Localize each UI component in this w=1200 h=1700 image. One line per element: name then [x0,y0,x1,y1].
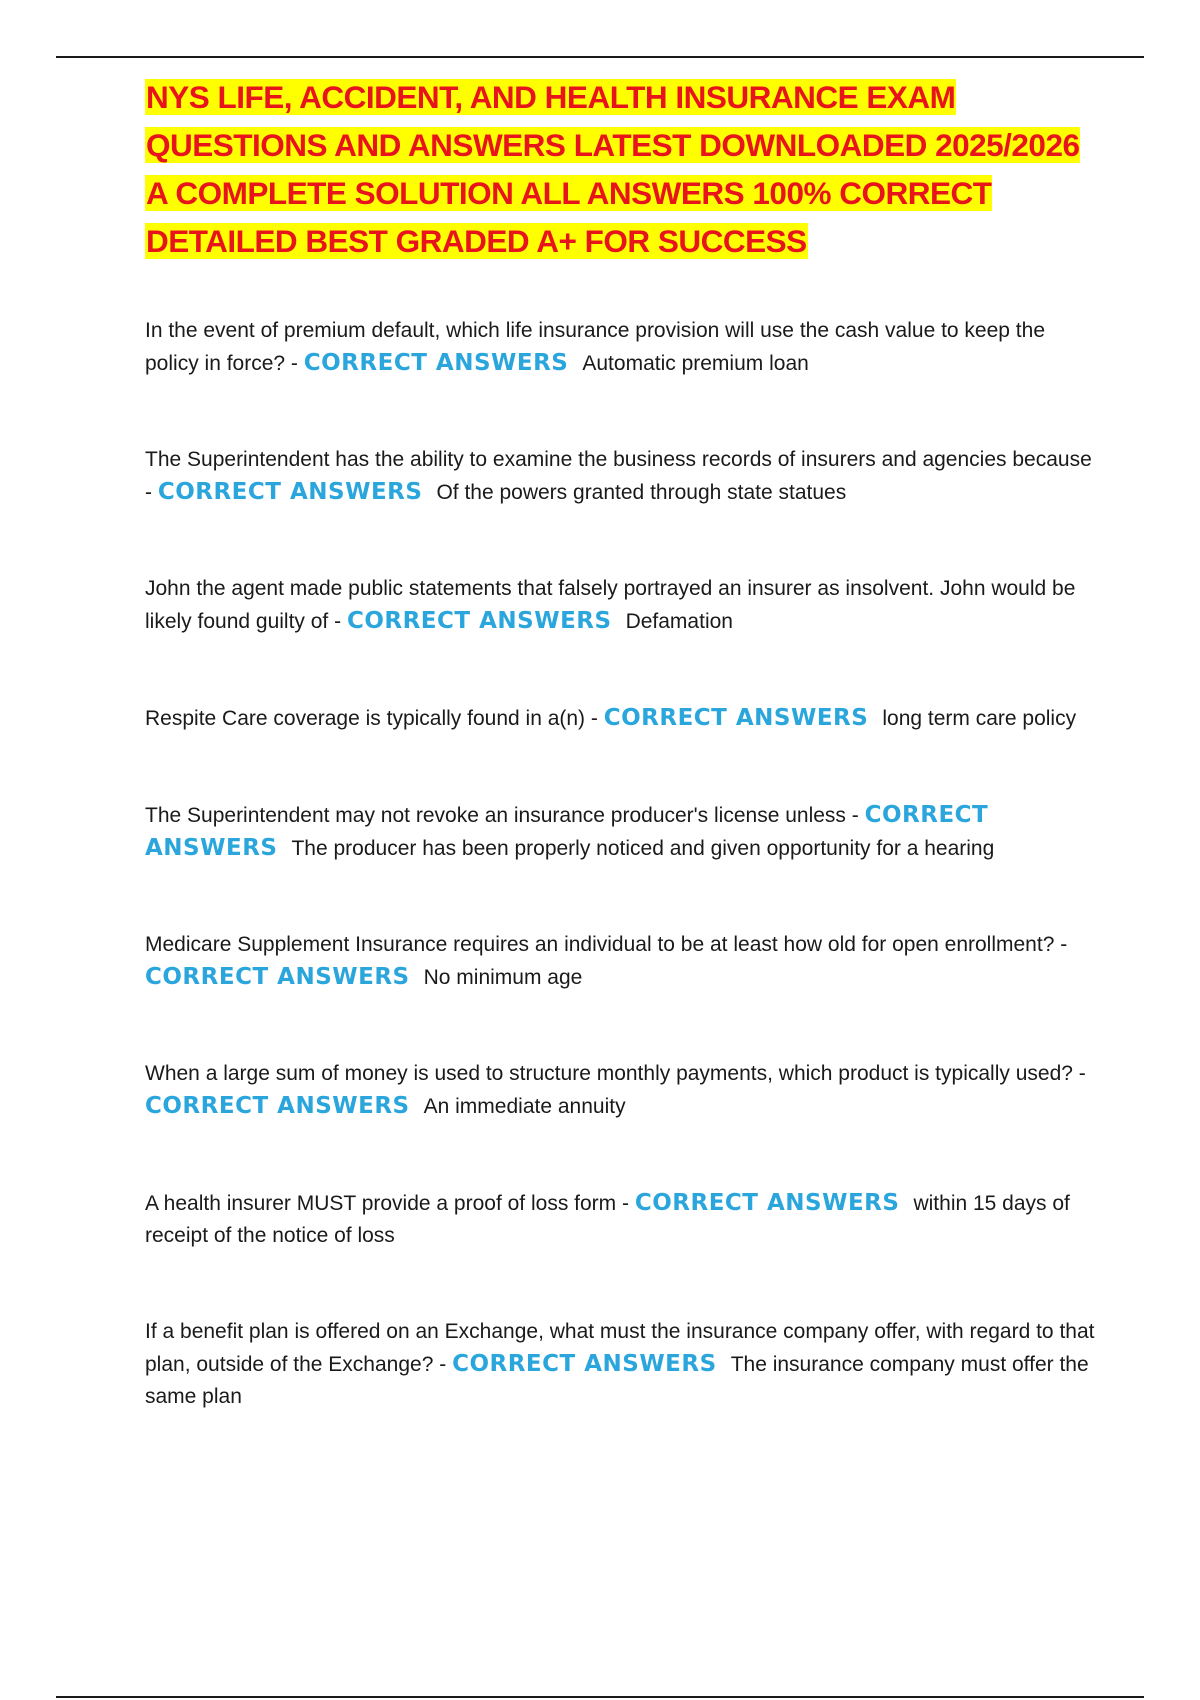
qa-item [145,799,1095,865]
qa-item [145,1058,1095,1123]
question-text: If a benefit plan is offered on an Exchange, what must the insurance company offer, with regard to that plan, outside of the Exchange? [145,1320,1095,1376]
separator: - [285,352,304,375]
answer-text: The producer has been properly noticed and given opportunity for a hearing [291,837,995,860]
correct-answers-label: CORRECT ANSWERS [145,802,989,861]
question-text: The Superintendent has the ability to examine the business records of insurers and agencies because [145,448,1092,471]
question-text: A health insurer MUST provide a proof of loss form [145,1192,617,1215]
header-rule [56,56,1144,58]
correct-answers-label: CORRECT ANSWERS [145,1093,410,1119]
footer-rule [56,1696,1144,1698]
answer-text: within 15 days of receipt of the notice of loss [145,1192,1070,1247]
correct-answers-label: CORRECT ANSWERS [603,705,869,731]
question-text: John the agent made public statements that falsely portrayed an insurer as insolvent. John would be likely found guilty of [145,577,1076,633]
correct-answers-label: CORRECT ANSWERS [303,350,569,376]
separator: - [1072,1062,1086,1085]
answer-text: No minimum age [423,966,583,989]
separator: - [616,1192,635,1215]
correct-answers-label: CORRECT ANSWERS [157,479,423,505]
separator: - [433,1353,453,1376]
qa-item [145,1187,1095,1252]
separator: - [1054,933,1068,956]
question-text: When a large sum of money is used to structure monthly payments, which product is typically used? [145,1062,1073,1085]
question-text: Medicare Supplement Insurance requires an individual to be at least how old for open enrollment? [145,933,1055,956]
qa-item [145,929,1095,994]
answer-text: Of the powers granted through state statues [436,481,847,504]
qa-item [145,702,1095,735]
qa-list [145,315,1095,1413]
separator: - [145,481,158,504]
question-text: The Superintendent may not revoke an insurance producer's license unless [145,804,846,827]
correct-answers-label: CORRECT ANSWERS [634,1190,900,1216]
separator: - [845,804,865,827]
question-text: Respite Care coverage is typically found in a(n) [145,707,586,730]
answer-text: The insurance company must offer the same plan [145,1353,1089,1408]
qa-item [145,573,1095,638]
answer-text: Defamation [625,610,733,633]
answer-text: An immediate annuity [423,1095,626,1118]
qa-item [145,444,1095,509]
question-text: In the event of premium default, which life insurance provision will use the cash value to keep the policy in force? [145,319,1045,375]
qa-item [145,315,1095,380]
document-body [145,73,1095,1477]
separator: - [328,610,347,633]
qa-item [145,1316,1095,1413]
document-title [145,73,1095,265]
correct-answers-label: CORRECT ANSWERS [452,1351,717,1377]
answer-text: long term care policy [882,707,1077,730]
correct-answers-label: CORRECT ANSWERS [145,964,410,990]
separator: - [585,707,604,730]
answer-text: Automatic premium loan [582,352,809,375]
correct-answers-label: CORRECT ANSWERS [346,608,612,634]
title-highlight: NYS LIFE, ACCIDENT, AND HEALTH INSURANCE EXAM QUESTIONS AND ANSWERS LATEST DOWNLOADED 2025/2026 A COMPLETE SOLUTION ALL ANSWERS 100% CORRECT DETAILED BEST GRADED A+ FOR SUCCESS [146,79,1080,259]
